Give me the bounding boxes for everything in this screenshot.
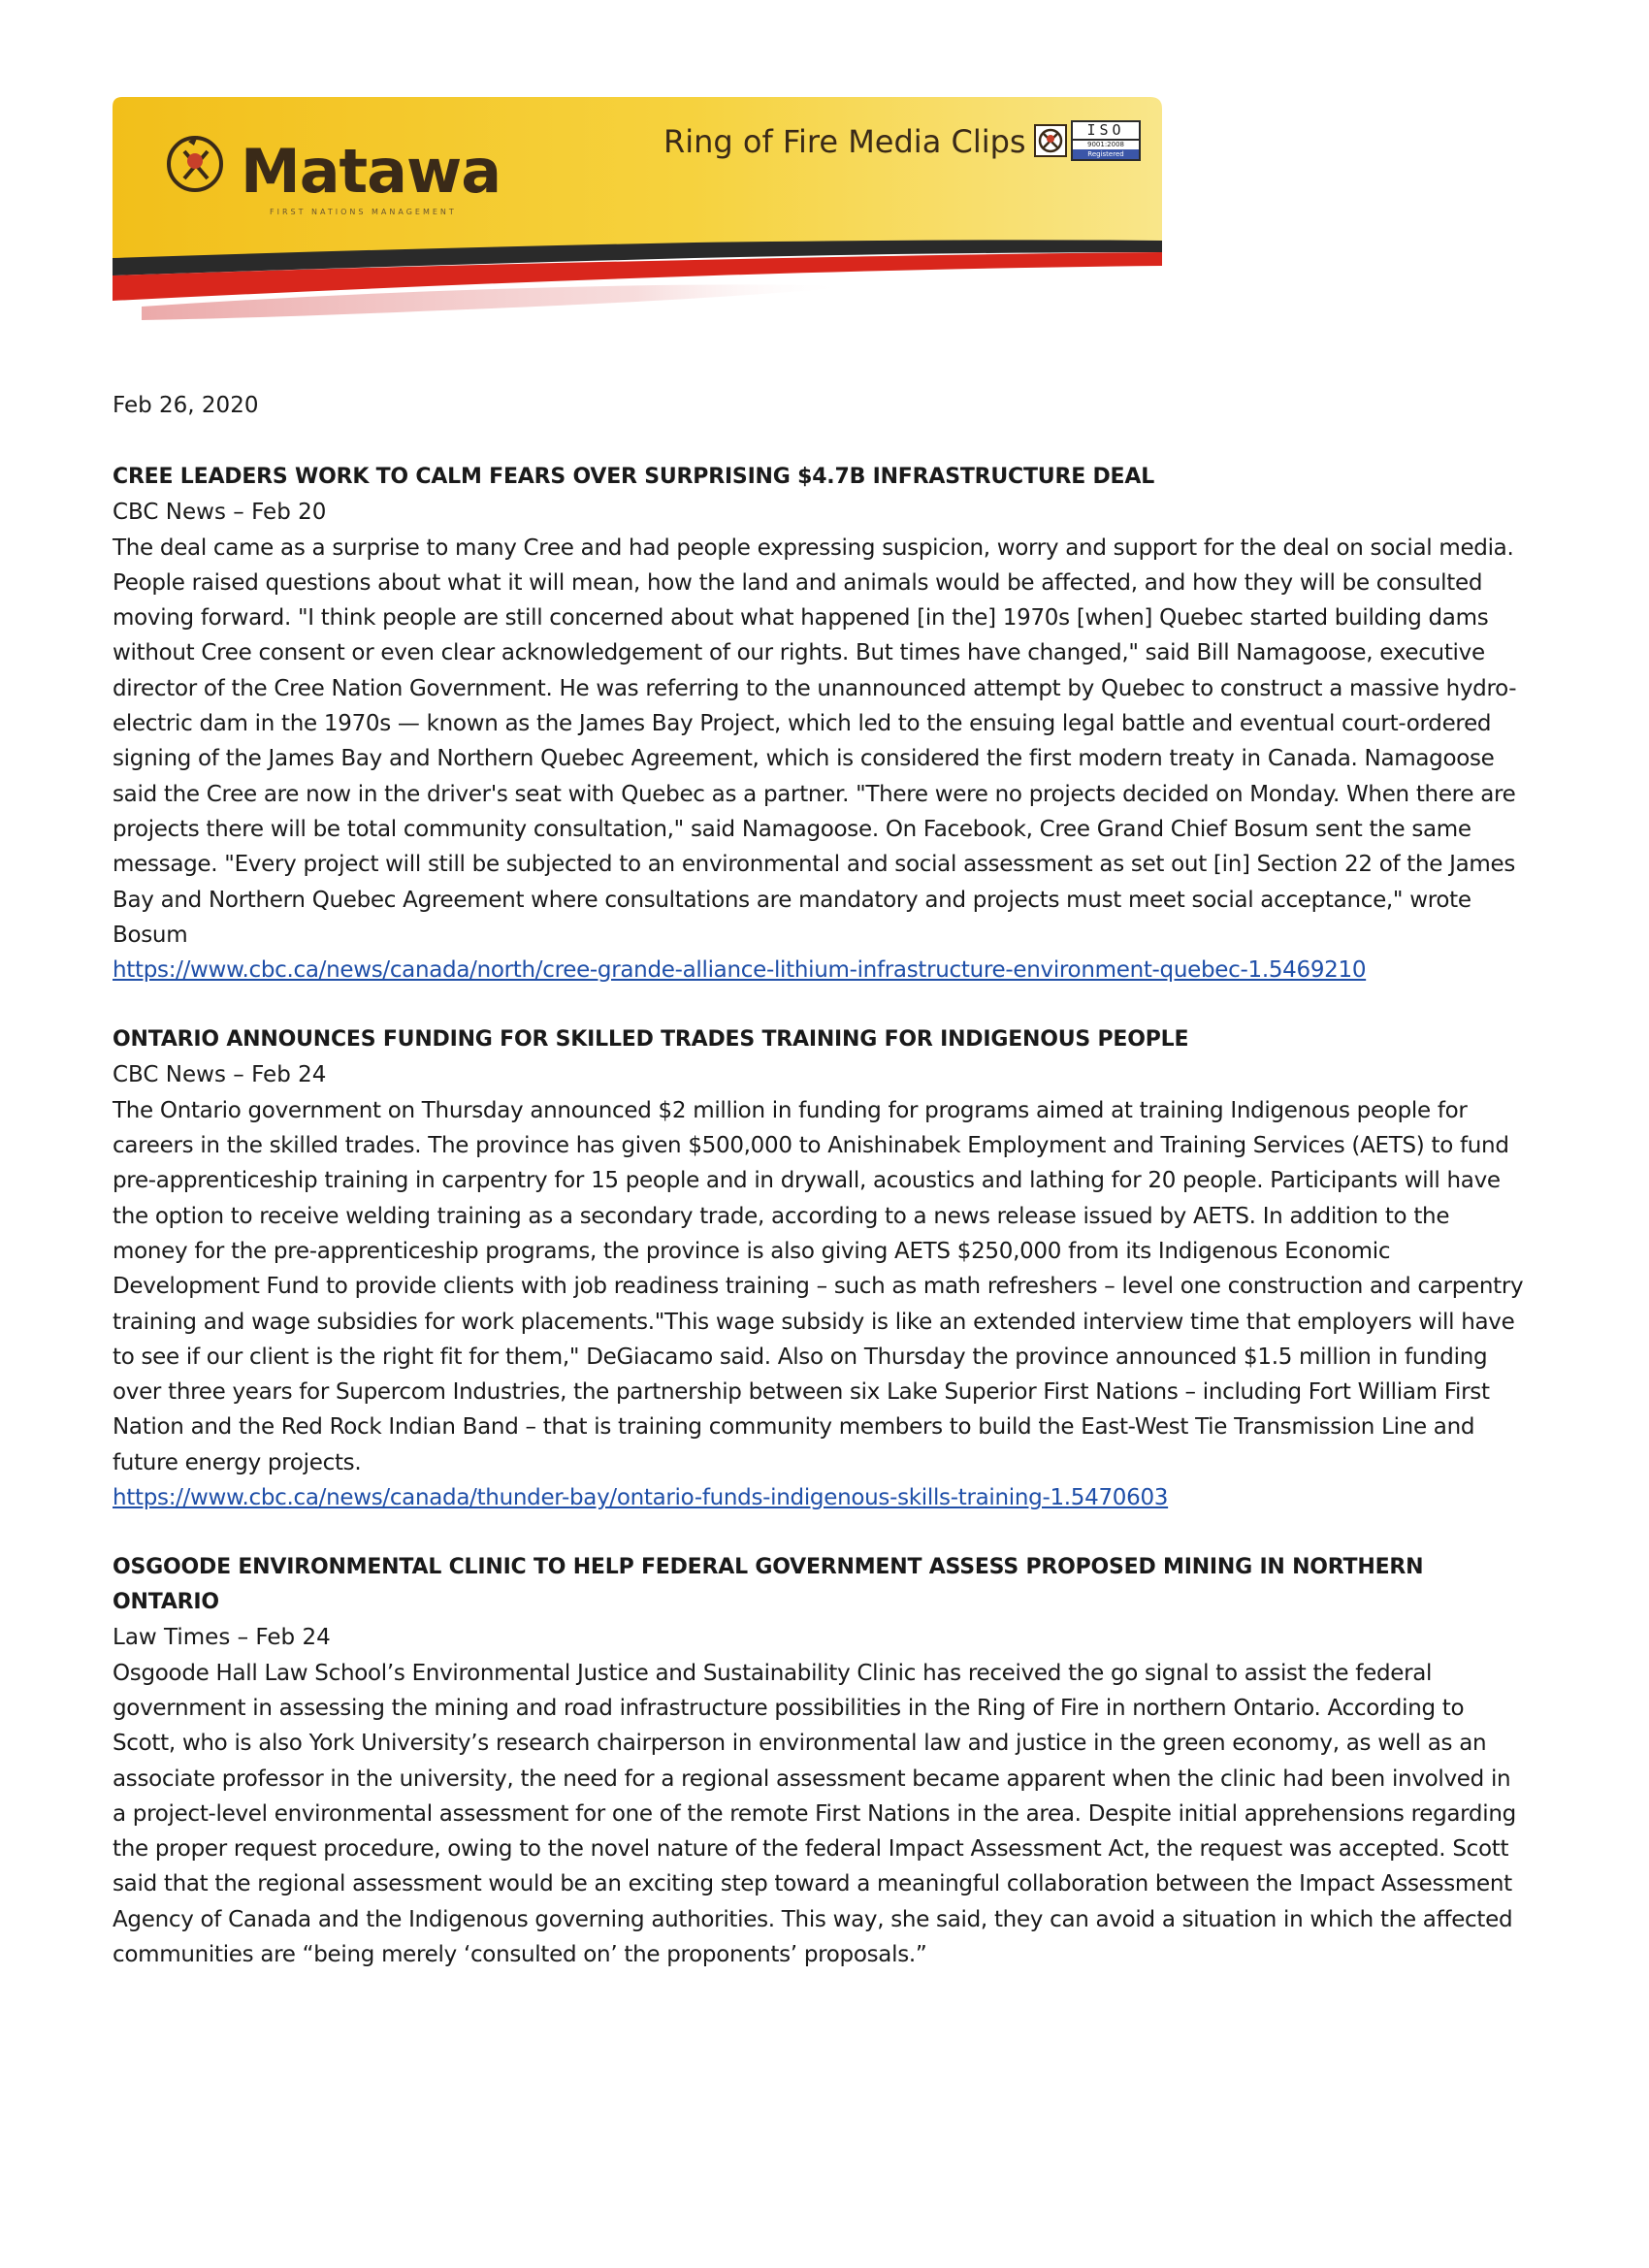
document-content [113,388,1529,2007]
article-headline: CREE LEADERS WORK TO CALM FEARS OVER SURPRISING $4.7B INFRASTRUCTURE DEAL [113,465,1155,490]
article-link[interactable]: https://www.cbc.ca/news/canada/thunder-bay/ontario-funds-indigenous-skills-training-1.5470603 [113,1485,1169,1511]
logo-text: Matawa [241,136,501,207]
article-body: The Ontario government on Thursday announced $2 million in funding for programs aimed at training Indigenous people for careers in the skilled trades. The province has given $500,000 to Anishinabek Employment and Training Services (AETS) to fund pre-apprenticeship training in carpentry for 15 people and in drywall, acoustics and lathing for 20 people. Participants will have the option to receive welding training as a secondary trade, according to a news release issued by AETS. In addition to the money for the pre-apprenticeship programs, the province is also giving AETS $250,000 from its Indigenous Economic Development Fund to provide clients with job readiness training – such as math refreshers – level one construction and carpentry training and wage subsidies for work placements."This wage subsidy is like an extended interview time that employers will have to see if our client is the right fit for them," DeGiacamo said. Also on Thursday the province announced $1.5 million in funding over three years for Supercom Industries, the partnership between six Lake Superior First Nations – including Fort William First Nation and the Red Rock Indian Band – that is training community members to build the East-West Tie Transmission Line and future energy projects. [113,1097,1524,1475]
logo-subtitle: FIRST NATIONS MANAGEMENT [270,208,457,216]
document-date: Feb 26, 2020 [113,393,259,418]
iso-badge-top: ISO [1073,122,1139,141]
article-link[interactable]: https://www.cbc.ca/news/canada/north/cree-grande-alliance-lithium-infrastructure-environment-quebec-1.5469210 [113,957,1367,984]
iso-badge [1071,120,1141,161]
banner-title: Ring of Fire Media Clips [663,123,1026,160]
article-body: Osgoode Hall Law School’s Environmental Justice and Sustainability Clinic has received the go signal to assist the federal government in assessing the mining and road infrastructure possibilities in the Ring of Fire in northern Ontario. According to Scott, who is also York University’s research chairperson in environmental law and justice in the green economy, as well as an associate professor in the university, the need for a regional assessment became apparent when the clinic had been involved in a project-level environmental assessment for one of the remote First Nations in the area. Despite initial apprehensions regarding the proper request procedure, owing to the novel nature of the federal Impact Assessment Act, the request was accepted. Scott said that the regional assessment would be an exciting step toward a meaningful collaboration between the Impact Assessment Agency of Canada and the Indigenous governing authorities. This way, she said, they can avoid a situation in which the affected communities are “being merely ‘consulted on’ the proponents’ proposals.” [113,1660,1516,1967]
article-headline: ONTARIO ANNOUNCES FUNDING FOR SKILLED TRADES TRAINING FOR INDIGENOUS PEOPLE [113,1027,1189,1053]
article-source: CBC News – Feb 24 [113,1062,327,1088]
iso-badge-bottom: Registered [1073,149,1139,159]
article-headline: OSGOODE ENVIRONMENTAL CLINIC TO HELP FEDERAL GOVERNMENT ASSESS PROPOSED MINING IN NORTHERN ONTARIO [113,1555,1424,1615]
article-source: Law Times – Feb 24 [113,1625,331,1651]
matawa-emblem-icon [165,134,225,194]
article-3 [113,1550,1529,1972]
small-emblem-icon [1034,124,1067,157]
iso-badge-middle: 9001:2008 [1087,141,1124,148]
article-1 [113,460,1529,988]
article-source: CBC News – Feb 20 [113,500,327,526]
article-2 [113,1022,1529,1515]
article-body: The deal came as a surprise to many Cree and had people expressing suspicion, worry and support for the deal on social media. People raised questions about what it will mean, how the land and animals would be affected, and how they will be consulted moving forward. "I think people are still concerned about what happened [in the] 1970s [when] Quebec started building dams without Cree consent or even clear acknowledgement of our rights. But times have changed," said Bill Namagoose, executive director of the Cree Nation Government. He was referring to the unannounced attempt by Quebec to construct a massive hydro-electric dam in the 1970s — known as the James Bay Project, which led to the ensuing legal battle and eventual court-ordered signing of the James Bay and Northern Quebec Agreement, which is considered the first modern treaty in Canada. Namagoose said the Cree are now in the driver's seat with Quebec as a partner. "There were no projects decided on Monday. When there are projects there will be total community consultation," said Namagoose. On Facebook, Cree Grand Chief Bosum sent the same message. "Every project will still be subjected to an environmental and social assessment as set out [in] Section 22 of the James Bay and Northern Quebec Agreement where consultations are mandatory and projects must meet social acceptance," wrote Bosum [113,535,1517,948]
header-banner [113,95,1164,338]
